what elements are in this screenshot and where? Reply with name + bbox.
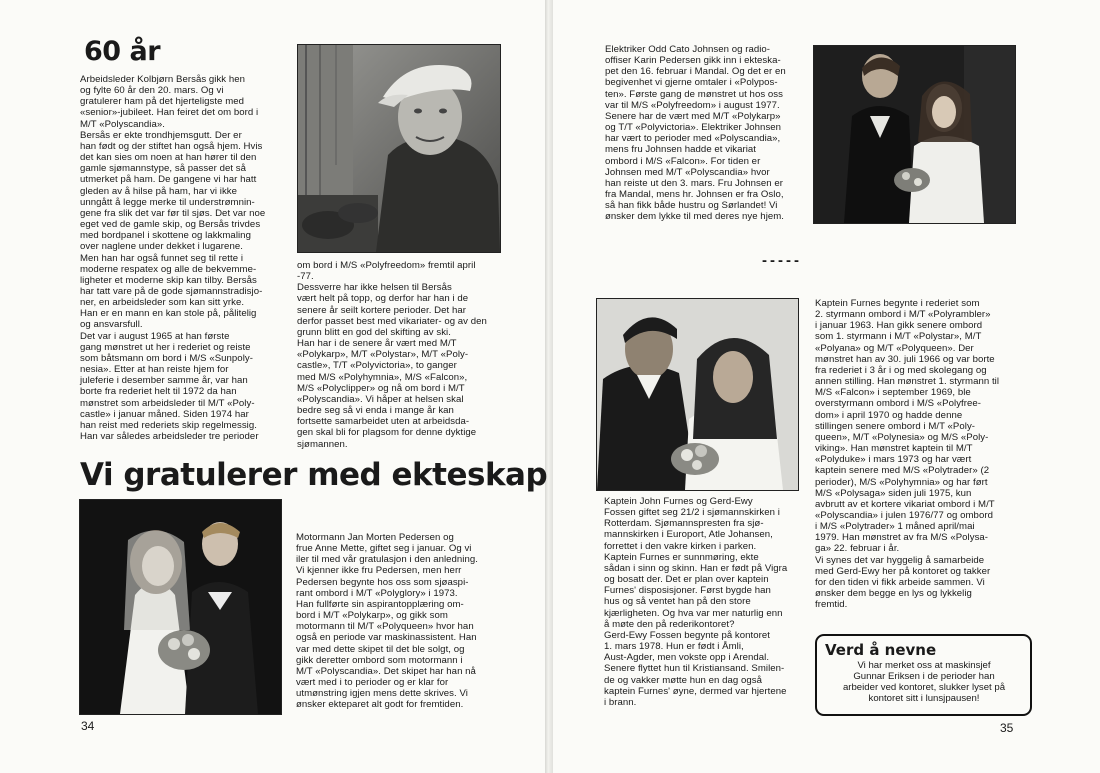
page-number-right: 35 (1000, 721, 1014, 735)
article-column-bersas-2: om bord i M/S «Polyfreedom» fremtil april -77. Dessverre har ikke helsen til Bersås vært helt på topp, og derfor har han i de senere år seilt kortere perioder. Det har derfor passet best med vikariater- og av den grunn blitt en god del skifting av ski. Han har i de senere år vært med M/T «Polykarp», M/T «Polystar», M/T «Poly- castle», T/T «Polyvictoria», to ganger med M/S «Polyhymnia», M/S «Falcon», M/S «Polyclipper» og nå om bord i M/T «Polyscandia». Vi håper at helsen skal bedre seg så vi enda i mange år kan fortsette samarbeidet uten at arbeidsda- gen skal bli for plagsom for denne dyktige sjømannen. (297, 260, 487, 450)
article-column-johnsen: Elektriker Odd Cato Johnsen og radio- offiser Karin Pedersen gikk inn i ekteska- pet den 16. februar i Mandal. Og det er en begivenhet vi gjerne omtaler i «Polypos- ten». Første gang de mønstret ut hos oss var til M/S «Polyfreedom» i august 1977. Senere har de vært med M/T «Polykarp» og T/T «Polyvictoria». Elektriker Johnsen har vært to perioder med «Polyscandia», mens fru Johnsen hadde et vikariat ombord i M/S «Falcon». For tiden er Johnsen med M/T «Polyscandia» hvor han reiste ut den 3. mars. Fru Johnsen er fra Mandal, mens hr. Johnsen er fra Oslo, så han fikk både hustru og Sørlandet! Vi ønsker dem lykke til med deres nye hjem. (605, 44, 786, 223)
page-gutter (545, 0, 553, 773)
article-column-pedersen: Motormann Jan Morten Pedersen og frue Anne Mette, giftet seg i januar. Og vi iler til med vår gratulasjon i den anledning. Vi kjenner ikke fru Pedersen, men herr Pedersen begynte hos oss som sjøaspi- rant ombord i M/T «Polyglory» i 1973. Han fullførte sin aspirantopplæring om- bord i M/T «Polykarp», og gikk som motormann til M/T «Polyqueen» hvor han også en periode var maskinassistent. Han var med dette skipet til det ble solgt, og gikk deretter ombord som motormann i M/T «Polyscandia». Det skipet har han nå vært med i to perioder og er klar for utmønstring igjen mens dette skrives. Vi ønsker ekteparet alt godt for fremtiden. (296, 532, 478, 711)
section-divider: ----- (762, 252, 802, 269)
notice-box-text: Vi har merket oss at maskinsjef Gunnar Eriksen i de perioder han arbeider ved kontoret, slukker lyset på kontoret sitt i lunsjpausen! (842, 660, 1006, 705)
article-column-furnes-2: Kaptein Furnes begynte i rederiet som 2. styrmann ombord i M/T «Polyrambler» i januar 1963. Han gikk senere ombord som 1. styrmann i M/T «Polystar», M/T «Polyana» og M/T «Polyqueen». Der mønstret han av 30. juli 1966 og var borte fra rederiet i 3 år i og med skolegang og annen stilling. Han mønstret 1. styrmann til M/S «Falcon» i september 1969, ble overstyrmann ombord i M/S «Polyfree- dom» i april 1970 og hadde denne stillingen senere ombord i M/T «Poly- queen», M/T «Polynesia» og M/S «Poly- viking». Han mønstret kaptein til M/T «Polyduke» i mars 1973 og har vært kaptein senere med M/S «Polytrader» (2 perioder), M/S «Polyhymnia» og har ført M/S «Polysaga» siden juli 1975, kun avbrutt av et kortere vikariat ombord i M/T «Polyscandia» i julen 1976/77 og ombord i M/S «Polytrader» 1 måned april/mai 1979. Han mønstret av fra M/S «Polysa- ga» 22. februar i år. Vi synes det var hyggelig å samarbeide med Gerd-Ewy her på kontoret og takker for den tiden vi fikk arbeide sammen. Vi ønsker dem begge en lys og lykkelig fremtid. (815, 298, 1000, 611)
photo-bersas (297, 44, 501, 253)
photo-pedersen-wedding (79, 499, 282, 715)
notice-box-verd-a-nevne (815, 634, 1032, 716)
notice-box-title: Verd å nevne (825, 641, 937, 659)
article-column-furnes-1: Kaptein John Furnes og Gerd-Ewy Fossen giftet seg 21/2 i sjømannskirken i Rotterdam. Sjømannspresten fra sjø- mannskirken i Europort, Atle Johansen, forrettet i den vakre kirken i parken. Kaptein Furnes er sunnmøring, ekte sådan i sinn og skinn. Han er født på Vigra og bosatt der. Det er plan over kaptein Furnes' disposisjoner. Først bygde han hus og så ventet han på den store kjærligheten. Og hva var mer naturlig enn å møte den på rederikontoret? Gerd-Ewy Fossen begynte på kontoret 1. mars 1978. Hun er født i Åmli, Aust-Agder, men vokste opp i Arendal. Senere flyttet hun til Kristiansand. Smilen- de og vakker møtte hun en dag også kaptein Furnes' øyne, dermed var hjertene i brann. (604, 496, 788, 708)
photo-johnsen-wedding (813, 45, 1016, 224)
page-number-left: 34 (81, 719, 95, 733)
photo-furnes-wedding (596, 298, 799, 491)
article-column-bersas-1: Arbeidsleder Kolbjørn Bersås gikk hen og fylte 60 år den 20. mars. Og vi gratulerer ham på det hjerteligste med «senior»-jubileet. Han feiret det om bord i M/T «Polyscandia». Bersås er ekte trondhjemsgutt. Der er han født og der stiftet han også hjem. Hvis det kan sies om noen at han hører til den gamle sjømannstype, så passer det så utmerket på ham. De gangene vi har hatt gleden av å hilse på ham, har vi ikke unngått å legge merke til understrømnin- gene fra slik det var før til sjøs. Det var noe eget ved de gamle skip, og Bersås trivdes med bordpanel i skottene og lakkmaling over naglene under dekket i lugarene. Men han har også funnet seg til rette i moderne respatex og alle de bekvemme- ligheter et moderne skip kan tilby. Bersås har tatt vare på de gode sjømannstradisjo- ner, en arbeidsleder som kan sitt yrke. Han er en mann en kan stole på, pålitelig og ansvarsfull. Det var i august 1965 at han første gang mønstret ut her i rederiet og reiste som båtsmann om bord i M/S «Sunpoly- nesia». Etter at han reiste hjem for juleferie i desember samme år, var han borte fra rederiet helt til 1972 da han mønstret som arbeidsleder til M/T «Poly- castle» i januar måned. Siden 1974 har han reist med rederiets skip regelmessig. Han var således arbeidsleder tre perioder (80, 74, 266, 442)
article-heading-60-ar: 60 år (84, 36, 161, 67)
section-heading-ekteskap: Vi gratulerer med ekteskap (80, 457, 548, 493)
